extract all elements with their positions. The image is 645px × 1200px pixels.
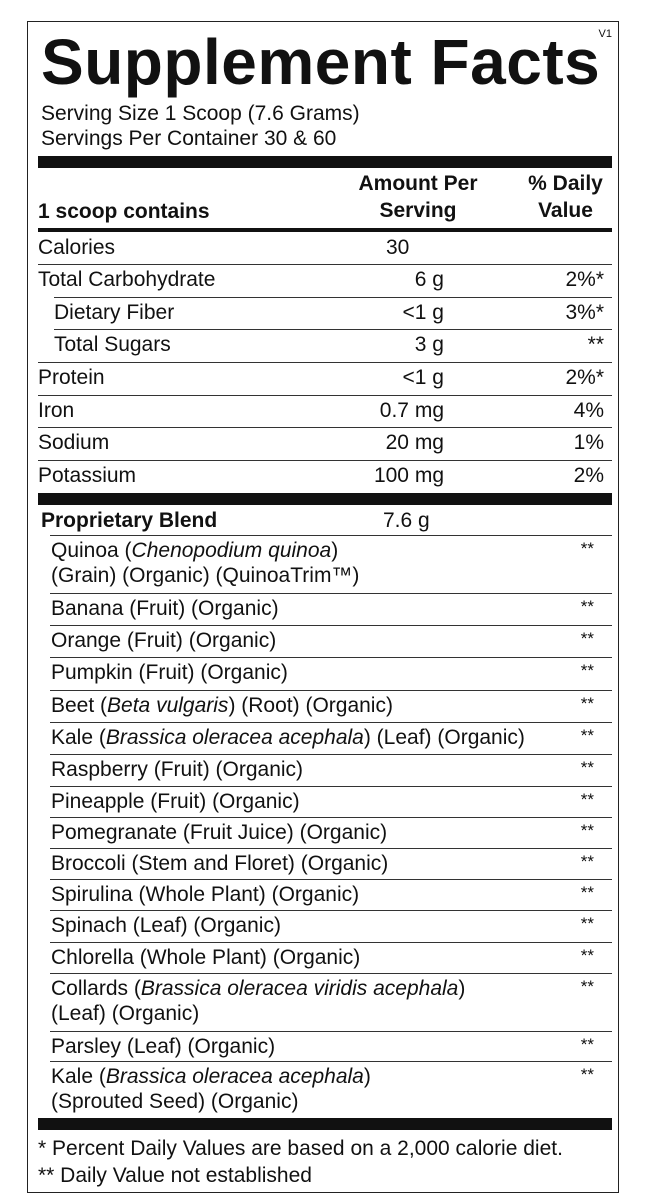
- version-code: V1: [598, 28, 612, 40]
- ingredient-text: Parsley (Leaf) (Organic): [51, 1035, 276, 1058]
- ingredient-daily-value: **: [580, 758, 594, 777]
- nutrient-daily-value: 2%*: [565, 366, 604, 389]
- nutrient-name: Sodium: [38, 431, 110, 454]
- ingredient-daily-value: **: [580, 661, 594, 680]
- ingredient-text: Pineapple (Fruit) (Organic): [51, 790, 300, 813]
- ingredient-latin-name: Brassica oleracea acephala: [105, 726, 364, 749]
- ingredient-name: [51, 538, 338, 563]
- nutrient-amount: 3 g: [414, 333, 444, 356]
- ingredient-daily-value: **: [580, 790, 594, 809]
- label-title: Supplement Facts: [41, 26, 601, 98]
- ingredient-name-continued: (Grain) (Organic) (QuinoaTrim™): [51, 564, 360, 587]
- nutrient-name: Total Carbohydrate: [38, 268, 216, 291]
- thick-rule-bottom: [38, 1118, 612, 1130]
- ingredient-daily-value: **: [580, 946, 594, 965]
- ingredient-text: ): [331, 539, 339, 562]
- row-divider: [54, 297, 612, 298]
- blend-amount: 7.6 g: [383, 509, 430, 532]
- nutrient-daily-value: 4%: [573, 399, 604, 422]
- header-amount-line1: Amount Per: [358, 172, 478, 195]
- ingredient-daily-value: **: [580, 914, 594, 933]
- ingredient-daily-value: **: [580, 852, 594, 871]
- ingredient-daily-value: **: [580, 883, 594, 902]
- nutrient-name: Calories: [38, 236, 116, 259]
- nutrient-daily-value: **: [587, 333, 604, 356]
- header-contains: 1 scoop contains: [38, 200, 210, 223]
- row-divider: [38, 427, 612, 428]
- nutrient-amount: 30: [386, 236, 410, 259]
- ingredient-name: [51, 820, 387, 845]
- nutrient-amount: <1 g: [402, 366, 444, 389]
- blend-name: Proprietary Blend: [41, 509, 218, 532]
- ingredient-daily-value: **: [580, 1065, 594, 1084]
- supplement-facts-label: [27, 21, 619, 1193]
- ingredient-name: [51, 1034, 275, 1059]
- ingredient-text: Kale (: [51, 726, 106, 749]
- ingredient-text: Pomegranate (Fruit Juice) (Organic): [51, 821, 388, 844]
- medium-rule: [38, 228, 612, 232]
- ingredient-text: Banana (Fruit) (Organic): [51, 597, 279, 620]
- row-divider: [38, 264, 612, 265]
- nutrient-name: Iron: [38, 399, 75, 422]
- header-dv-line2: Value: [538, 199, 593, 222]
- row-divider: [38, 460, 612, 461]
- ingredient-text: Chlorella (Whole Plant) (Organic): [51, 946, 361, 969]
- ingredient-text: Kale (: [51, 1065, 106, 1088]
- nutrient-name: Potassium: [38, 464, 137, 487]
- ingredient-daily-value: **: [580, 1035, 594, 1054]
- nutrient-name: Protein: [38, 366, 105, 389]
- ingredient-name: [51, 628, 276, 653]
- servings-per-container: Servings Per Container 30 & 60: [41, 127, 337, 150]
- nutrient-amount: 20 mg: [385, 431, 444, 454]
- ingredient-daily-value: **: [580, 539, 594, 558]
- ingredient-daily-value: **: [580, 694, 594, 713]
- ingredient-text: Spinach (Leaf) (Organic): [51, 914, 281, 937]
- ingredient-daily-value: **: [580, 597, 594, 616]
- ingredient-name: [51, 976, 465, 1001]
- ingredient-name: [51, 789, 300, 814]
- ingredient-name: [51, 851, 388, 876]
- ingredient-text: ) (Root) (Organic): [228, 694, 393, 717]
- serving-size: Serving Size 1 Scoop (7.6 Grams): [41, 102, 360, 125]
- row-divider: [38, 395, 612, 396]
- ingredient-latin-name: Beta vulgaris: [107, 694, 229, 717]
- footnote-not-established: ** Daily Value not established: [38, 1164, 312, 1187]
- header-dv-line1: % Daily: [528, 172, 603, 195]
- ingredient-name: [51, 596, 279, 621]
- ingredient-text: ) (Leaf) (Organic): [363, 726, 525, 749]
- ingredient-latin-name: Brassica oleracea acephala: [105, 1065, 364, 1088]
- ingredient-name: [51, 660, 288, 685]
- footnote-percent-dv: * Percent Daily Values are based on a 2,000 calorie diet.: [38, 1137, 563, 1160]
- nutrient-amount: <1 g: [402, 301, 444, 324]
- nutrient-name: Dietary Fiber: [54, 301, 175, 324]
- ingredient-daily-value: **: [580, 629, 594, 648]
- ingredient-text: Beet (: [51, 694, 108, 717]
- ingredient-text: ): [363, 1065, 371, 1088]
- ingredient-name: [51, 693, 393, 718]
- ingredient-daily-value: **: [580, 977, 594, 996]
- ingredient-text: Orange (Fruit) (Organic): [51, 629, 277, 652]
- nutrient-daily-value: 1%: [573, 431, 604, 454]
- ingredient-text: Pumpkin (Fruit) (Organic): [51, 661, 288, 684]
- ingredient-text: Broccoli (Stem and Floret) (Organic): [51, 852, 389, 875]
- ingredient-name: [51, 1064, 371, 1089]
- nutrient-daily-value: 2%*: [565, 268, 604, 291]
- nutrient-name: Total Sugars: [54, 333, 171, 356]
- ingredient-text: ): [458, 977, 466, 1000]
- header-amount-line2: Serving: [379, 199, 457, 222]
- nutrient-amount: 6 g: [414, 268, 444, 291]
- nutrient-daily-value: 3%*: [565, 301, 604, 324]
- ingredient-latin-name: Brassica oleracea viridis acephala: [140, 977, 459, 1000]
- nutrient-daily-value: 2%: [573, 464, 604, 487]
- nutrient-amount: 100 mg: [373, 464, 444, 487]
- ingredient-name-continued: (Leaf) (Organic): [51, 1002, 200, 1025]
- thick-rule-middle: [38, 493, 612, 505]
- ingredient-name: [51, 945, 360, 970]
- ingredient-latin-name: Chenopodium quinoa: [131, 539, 332, 562]
- ingredient-text: Raspberry (Fruit) (Organic): [51, 758, 304, 781]
- ingredient-name-continued: (Sprouted Seed) (Organic): [51, 1090, 299, 1113]
- ingredient-name: [51, 913, 281, 938]
- ingredient-daily-value: **: [580, 726, 594, 745]
- ingredient-name: [51, 882, 359, 907]
- thick-rule-top: [38, 156, 612, 168]
- ingredient-text: Quinoa (: [51, 539, 132, 562]
- row-divider: [38, 362, 612, 363]
- ingredient-text: Spirulina (Whole Plant) (Organic): [51, 883, 360, 906]
- ingredient-name: [51, 757, 303, 782]
- ingredient-daily-value: **: [580, 821, 594, 840]
- ingredient-text: Collards (: [51, 977, 141, 1000]
- nutrient-amount: 0.7 mg: [379, 399, 444, 422]
- ingredient-name: [51, 725, 525, 750]
- row-divider: [54, 329, 612, 330]
